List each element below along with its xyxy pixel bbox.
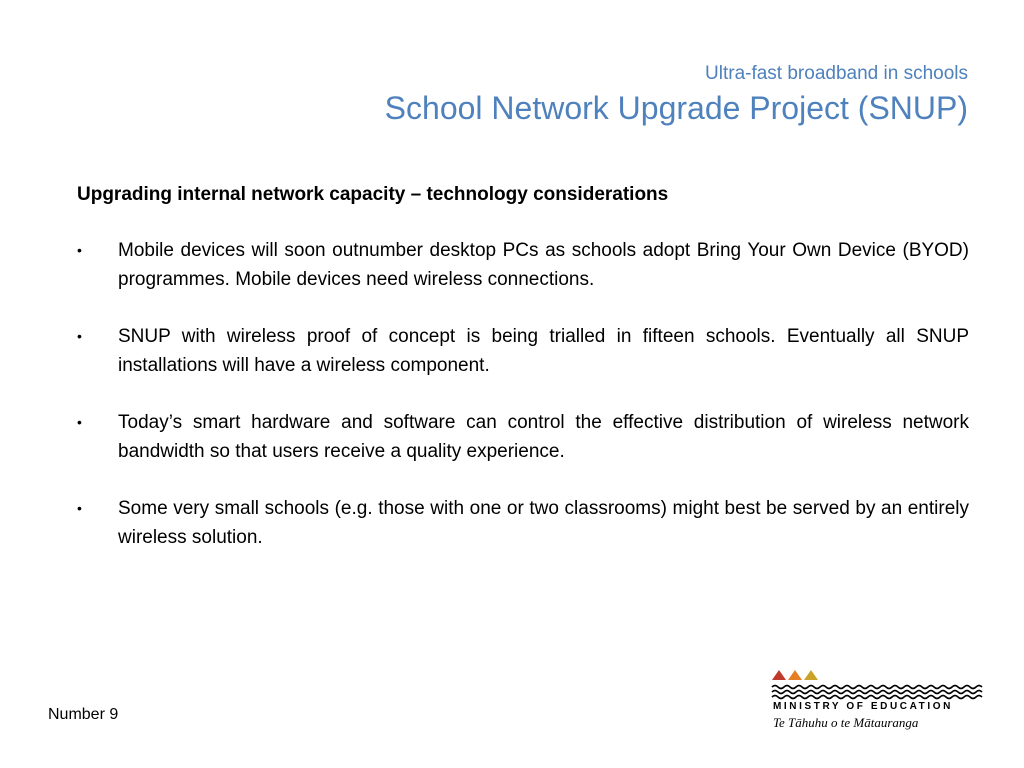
logo-maori-name: Te Tāhuhu o te Mātauranga bbox=[773, 715, 919, 730]
bullet-item bbox=[77, 322, 969, 380]
bullet-text: Today’s smart hardware and software can control the effective distribution of wireless network bandwidth so that users receive a quality experience. bbox=[118, 412, 969, 462]
slide-content bbox=[77, 180, 969, 580]
slide-header bbox=[385, 60, 968, 128]
bullet-icon: • bbox=[77, 242, 82, 258]
logo-wave-line-icon bbox=[772, 691, 982, 694]
section-heading: Upgrading internal network capacity – technology considerations bbox=[77, 184, 669, 205]
ministry-of-education-logo bbox=[770, 664, 986, 740]
bullet-icon: • bbox=[77, 500, 82, 516]
bullet-icon: • bbox=[77, 328, 82, 344]
logo-triangle-orange-icon bbox=[788, 670, 802, 680]
logo-wave-line-icon bbox=[772, 686, 982, 689]
logo-triangle-red-icon bbox=[772, 670, 786, 680]
bullet-text: Some very small schools (e.g. those with one or two classrooms) might best be served by an entirely wireless solution. bbox=[118, 498, 969, 548]
logo-wave-line-icon bbox=[772, 696, 982, 699]
logo-graphic-icon bbox=[770, 664, 986, 700]
slide-title: School Network Upgrade Project (SNUP) bbox=[384, 90, 968, 126]
bullet-list bbox=[77, 236, 969, 552]
bullet-item bbox=[77, 494, 969, 552]
bullet-icon: • bbox=[77, 414, 82, 430]
slide-subtitle: Ultra-fast broadband in schools bbox=[705, 63, 968, 84]
bullet-item bbox=[77, 236, 969, 294]
bullet-text: SNUP with wireless proof of concept is being trialled in fifteen schools. Eventually all SNUP installations will have a wireless component. bbox=[118, 326, 969, 376]
bullet-item bbox=[77, 408, 969, 466]
logo-triangle-gold-icon bbox=[804, 670, 818, 680]
logo-ministry-name: MINISTRY OF EDUCATION bbox=[773, 701, 953, 712]
footer-slide-number: Number 9 bbox=[48, 706, 119, 723]
bullet-text: Mobile devices will soon outnumber desktop PCs as schools adopt Bring Your Own Device (BYOD) programmes. Mobile devices need wireless connections. bbox=[118, 240, 969, 290]
